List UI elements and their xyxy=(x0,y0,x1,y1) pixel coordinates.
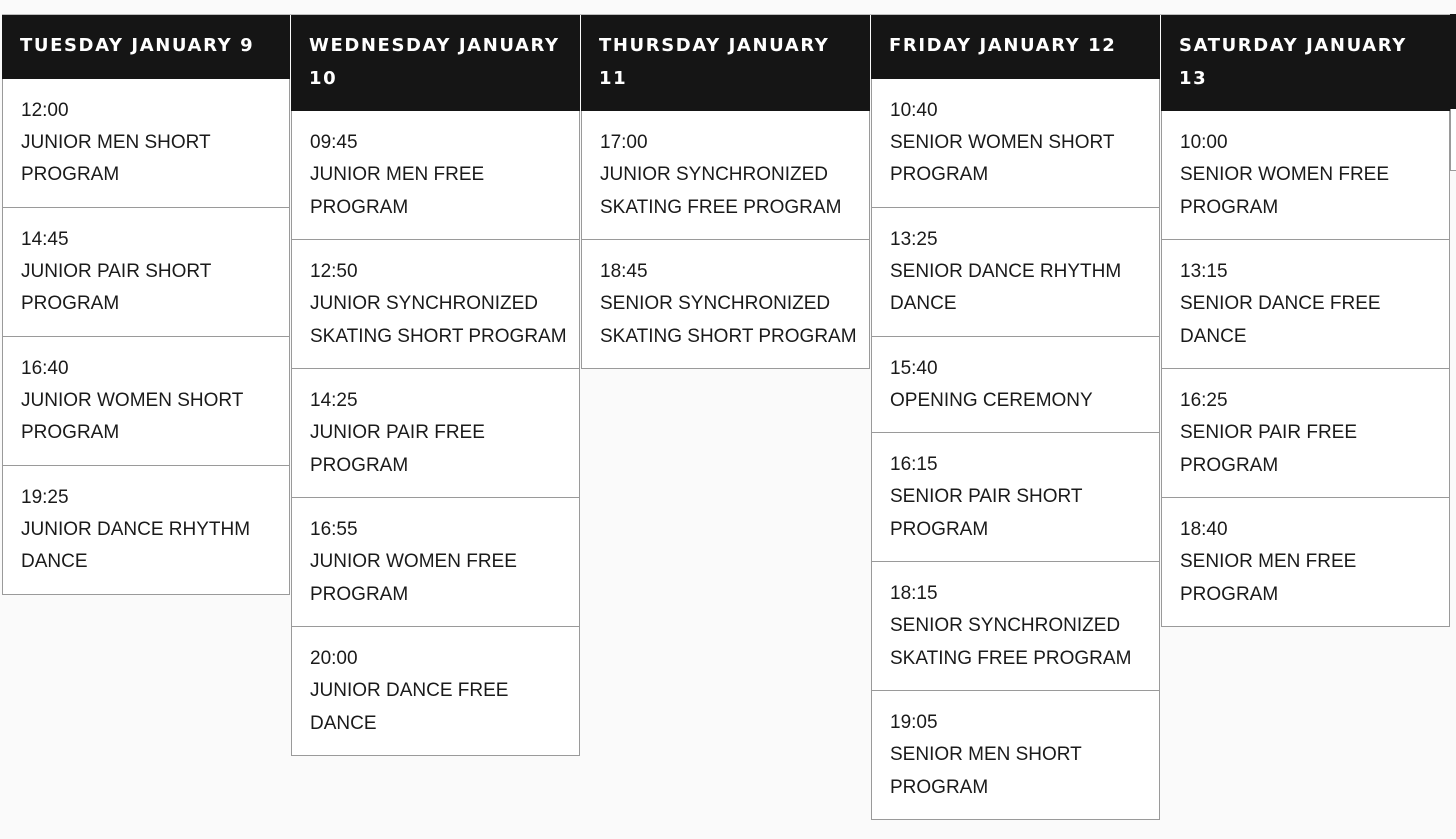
event-time: 19:25 xyxy=(21,486,69,508)
event-title: JUNIOR PAIR SHORT PROGRAM xyxy=(21,260,212,314)
event-time: 09:45 xyxy=(310,132,358,153)
event-time: 16:40 xyxy=(21,357,69,379)
event-card[interactable] xyxy=(291,498,580,627)
next-day-event-partial xyxy=(1450,109,1456,171)
event-card[interactable] xyxy=(291,369,580,498)
event-card[interactable] xyxy=(871,337,1160,434)
event-card[interactable] xyxy=(871,79,1160,208)
event-time: 20:00 xyxy=(310,648,358,669)
event-time: 13:25 xyxy=(890,228,938,250)
event-time: 18:15 xyxy=(890,583,938,604)
event-card[interactable] xyxy=(871,691,1160,820)
day-column-wednesday xyxy=(291,15,580,756)
day-column-thursday xyxy=(581,15,870,369)
event-title: JUNIOR DANCE RHYTHM DANCE xyxy=(21,518,251,572)
event-title: SENIOR WOMEN FREE PROGRAM xyxy=(1180,164,1390,218)
event-title: SENIOR MEN SHORT PROGRAM xyxy=(890,744,1082,798)
day-header: FRIDAY JANUARY 12 xyxy=(871,15,1160,79)
event-title: JUNIOR MEN FREE PROGRAM xyxy=(310,164,485,218)
event-title: JUNIOR WOMEN SHORT PROGRAM xyxy=(21,389,244,443)
event-time: 18:40 xyxy=(1180,519,1228,540)
event-title: JUNIOR DANCE FREE DANCE xyxy=(310,680,509,734)
day-header: THURSDAY JANUARY 11 xyxy=(581,15,870,111)
day-header: TUESDAY JANUARY 9 xyxy=(2,15,290,79)
day-column-saturday xyxy=(1161,15,1450,627)
event-time: 10:00 xyxy=(1180,132,1228,153)
event-time: 17:00 xyxy=(600,132,648,153)
event-time: 12:50 xyxy=(310,261,358,282)
event-card[interactable] xyxy=(2,337,290,466)
event-time: 16:55 xyxy=(310,519,358,540)
schedule-grid xyxy=(2,14,1451,820)
event-card[interactable] xyxy=(2,79,290,208)
event-time: 18:45 xyxy=(600,261,648,282)
event-time: 10:40 xyxy=(890,99,938,121)
day-header: WEDNESDAY JANUARY 10 xyxy=(291,15,580,111)
event-title: JUNIOR SYNCHRONIZED SKATING FREE PROGRAM xyxy=(600,164,842,218)
event-title: JUNIOR WOMEN FREE PROGRAM xyxy=(310,551,517,605)
event-time: 14:45 xyxy=(21,228,69,250)
event-title: SENIOR PAIR SHORT PROGRAM xyxy=(890,486,1083,540)
event-card[interactable] xyxy=(1161,240,1450,369)
event-card[interactable] xyxy=(1161,111,1450,240)
event-card[interactable] xyxy=(2,466,290,595)
event-title: JUNIOR PAIR FREE PROGRAM xyxy=(310,422,485,476)
event-title: SENIOR DANCE FREE DANCE xyxy=(1180,293,1381,347)
event-card[interactable] xyxy=(1161,369,1450,498)
event-title: SENIOR DANCE RHYTHM DANCE xyxy=(890,260,1122,314)
event-card[interactable] xyxy=(581,111,870,240)
event-time: 16:15 xyxy=(890,454,938,475)
event-card[interactable] xyxy=(291,627,580,756)
event-card[interactable] xyxy=(291,240,580,369)
event-time: 19:05 xyxy=(890,712,938,733)
event-title: OPENING CEREMONY xyxy=(890,389,1093,411)
event-card[interactable] xyxy=(581,240,870,369)
day-header: SATURDAY JANUARY 13 xyxy=(1161,15,1450,111)
event-title: SENIOR SYNCHRONIZED SKATING SHORT PROGRAM xyxy=(600,293,857,347)
event-time: 12:00 xyxy=(21,99,69,121)
event-time: 14:25 xyxy=(310,390,358,411)
event-time: 15:40 xyxy=(890,357,938,379)
event-title: SENIOR MEN FREE PROGRAM xyxy=(1180,551,1357,605)
event-card[interactable] xyxy=(871,433,1160,562)
event-title: SENIOR PAIR FREE PROGRAM xyxy=(1180,422,1358,476)
event-card[interactable] xyxy=(871,208,1160,337)
event-card[interactable] xyxy=(1161,498,1450,627)
event-title: SENIOR SYNCHRONIZED SKATING FREE PROGRAM xyxy=(890,615,1132,669)
event-time: 13:15 xyxy=(1180,261,1228,282)
next-day-header-partial xyxy=(1450,14,1456,109)
event-time: 16:25 xyxy=(1180,390,1228,411)
event-card[interactable] xyxy=(871,562,1160,691)
day-column-friday xyxy=(871,15,1160,820)
event-card[interactable] xyxy=(2,208,290,337)
event-title: SENIOR WOMEN SHORT PROGRAM xyxy=(890,131,1115,185)
event-card[interactable] xyxy=(291,111,580,240)
day-column-tuesday xyxy=(2,15,290,595)
event-title: JUNIOR SYNCHRONIZED SKATING SHORT PROGRAM xyxy=(310,293,567,347)
event-title: JUNIOR MEN SHORT PROGRAM xyxy=(21,131,211,185)
